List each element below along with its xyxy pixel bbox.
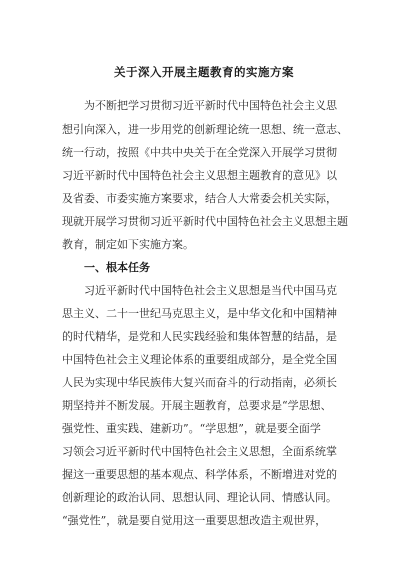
paragraph-line: 想引向深入，进一步用党的创新理论统一思想、统一意志、 (62, 123, 348, 136)
paragraph-line: 统一行动，按照《中共中央关于在全党深入开展学习贯彻 (62, 146, 337, 159)
paragraph-line: 的时代精华，是党和人民实践经验和集体智慧的结晶，是 (62, 330, 337, 343)
section-heading: 一、根本任务 (62, 261, 150, 274)
paragraph-line: 期坚持并不断发展。开展主题教育，总要求是“学思想、 (62, 399, 332, 412)
paragraph-line: 思主义、二十一世纪马克思主义，是中华文化和中国精神 (62, 307, 337, 320)
paragraph-line: 现就开展学习贯彻习近平新时代中国特色社会主义思想主题 (62, 215, 348, 228)
paragraph-line: 为不断把学习贯彻习近平新时代中国特色社会主义思 (62, 99, 337, 112)
paragraph-line: 习近平新时代中国特色社会主义思想主题教育的意见》以 (62, 169, 337, 182)
paragraph-line: 教育，制定如下实施方案。 (62, 238, 194, 251)
paragraph-line: 中国特色社会主义理论体系的重要组成部分，是全党全国 (62, 353, 337, 366)
paragraph-line: 创新理论的政治认同、思想认同、理论认同、情感认同。 (62, 491, 337, 504)
paragraph-line: 习近平新时代中国特色社会主义思想是当代中国马克 (62, 284, 337, 297)
paragraph-line: 人民为实现中华民族伟大复兴而奋斗的行动指南，必须长 (62, 376, 337, 389)
paragraph-line: 握这一重要思想的基本观点、科学体系，不断增进对党的 (62, 468, 337, 481)
paragraph-line: “强党性”，就是要自觉用这一重要思想改造主观世界， (62, 514, 327, 527)
paragraph-line: 习领会习近平新时代中国特色社会主义思想，全面系统掌 (62, 445, 337, 458)
paragraph-line: 及省委、市委实施方案要求，结合人大常委会机关实际， (62, 192, 337, 205)
document-title: 关于深入开展主题教育的实施方案 (114, 65, 294, 79)
paragraph-line: 强党性、重实践、建新功”。“学思想”，就是要全面学 (62, 422, 321, 435)
